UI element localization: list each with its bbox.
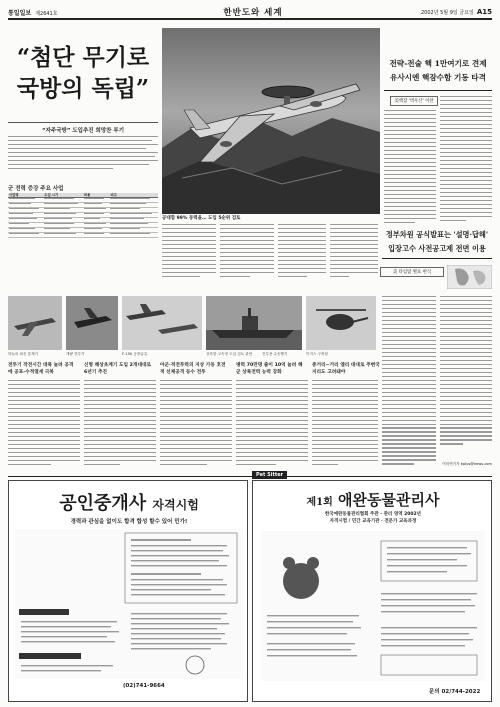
ad-left-title-main: 공인중개사: [59, 493, 147, 514]
pet-manager-exam-ad[interactable]: [252, 472, 492, 702]
lower-right-kicker: 美 타임탑 별표 현식: [380, 267, 444, 277]
aircraft-photo-1: [8, 296, 62, 350]
story-title: 아군·적전투력의 지상 가동 호전적 선제공격 등수 전투: [160, 363, 226, 375]
helicopter-photo: [306, 296, 376, 350]
story-text-1: [8, 380, 80, 468]
strip-caption: 개량 전투기: [66, 352, 85, 356]
lower-right-col-1: [382, 296, 436, 467]
fighter-jet-photo: [66, 296, 118, 350]
middle-col-3: [278, 224, 326, 280]
headline-line-1: “첨단 무기로: [16, 44, 150, 71]
ad-right-tagline-2: 자격시험 / 민간 교육기관 · 전문가 교육과정: [329, 519, 417, 524]
paper-name: 통일일보: [8, 10, 32, 17]
story-title: 병력 70만명 줄이 10억 늘려 해군 상륙전력 능력 강화: [236, 363, 303, 375]
story-title: 중거리~거리 엘리 대대로 주변국 지리도 고려돼야: [312, 363, 380, 375]
ad-right-title-main: 애완동물관리사: [338, 491, 440, 509]
warship-photo: [206, 296, 302, 350]
strip-caption: 상륙함 고속정 도입 검토 관람: [206, 352, 253, 356]
lower-right-article-title: [382, 228, 492, 256]
ad-right-phone[interactable]: 문의 02/744-2022: [429, 689, 481, 695]
masthead: [8, 8, 58, 17]
middle-col-1: [162, 224, 216, 280]
map-graphic: [447, 265, 492, 289]
lower-right-title-line-1: 정부차원 공식발표는 '설명·답해': [385, 230, 489, 239]
ad-right-tagline-1: 한국애완동물관리협회 주관 · 관리 영역 2002년: [325, 512, 421, 517]
ad-right-body-graphic: [261, 531, 485, 681]
lead-body-text: [8, 136, 158, 180]
ad-right-tag: Pet Sitter: [252, 471, 287, 479]
table-row: [8, 232, 158, 237]
strip-caption: F-15K 공중급유: [122, 352, 148, 356]
issue-date: 2002년 5월 9일 금요일: [420, 10, 474, 16]
strip-caption: 하늘의 최신 통제기: [8, 352, 39, 356]
divider: [8, 476, 492, 477]
table-col-header: 사업명: [8, 193, 43, 198]
ad-right-title: [253, 489, 493, 510]
divider: [384, 90, 492, 91]
ad-left-phone[interactable]: (02)741-9664: [123, 683, 165, 689]
right-article-title: [384, 57, 492, 85]
lower-right-col-2: [440, 296, 492, 447]
story-title: 전투기 작전시간 대폭 늘려 공격에 공포-수적열세 극복: [8, 363, 74, 375]
page-header: [8, 6, 492, 20]
right-title-line-1: 전략-전술 핵 1만여기로 견제: [389, 59, 487, 68]
issue-number: 제2641호: [35, 11, 58, 17]
fighter-refuel-photo: [122, 296, 202, 350]
divider: [8, 122, 158, 123]
strip-caption: 이지스 구축함: [306, 352, 328, 356]
lead-subhead: “자주국방” 도입추진 희망찬 루기: [41, 128, 125, 134]
middle-col-2: [220, 224, 274, 280]
date-block: [421, 8, 492, 16]
table-col-header: 비용: [83, 193, 109, 198]
weapons-table: [8, 193, 158, 238]
right-article-col-2: [440, 96, 492, 224]
right-title-line-2: 유사시엔 핵잠수함 기동 타격: [390, 73, 486, 82]
story-text-4: [236, 380, 308, 468]
middle-col-4: [330, 224, 378, 280]
lower-right-title-line-2: 입장고수 사전공고제 전면 이용: [388, 244, 486, 253]
lead-headline: [8, 42, 158, 104]
section-title: 한반도와 세계: [223, 8, 283, 18]
awacs-aircraft-photo: [162, 28, 380, 214]
realtor-exam-ad[interactable]: [8, 480, 248, 702]
story-title: 신형 해상초계기 도입 2개대대로 6년기 추진: [84, 363, 152, 375]
table-col-header: 비고: [109, 193, 158, 198]
right-article-col-1: [384, 110, 436, 226]
lower-right-byline: 이미연기자 kplus@news.com: [442, 462, 492, 466]
table-col-header: 도입 시기: [43, 193, 83, 198]
right-article-kicker: 美핵잠 '벽우산' 이란: [390, 96, 438, 106]
story-text-3: [160, 380, 232, 468]
headline-line-2: 국방의 독립”: [16, 75, 150, 102]
ad-right-title-pre: 제1회: [306, 497, 333, 508]
ad-left-body-graphic: [15, 529, 243, 679]
strip-caption: 전투용 수송헬기: [262, 352, 288, 356]
story-text-5: [312, 380, 378, 468]
table-title: 군 전력 증강 주요 사업: [8, 184, 158, 194]
main-photo-caption: 공대함 99% 동력을… 도입 5순위 검토: [162, 216, 241, 221]
story-text-2: [84, 380, 156, 468]
ad-right-tagline: [263, 511, 483, 525]
divider: [382, 258, 492, 259]
ad-left-title-sub: 자격시험: [152, 498, 199, 512]
ad-left-tagline: 경력과 관심을 없이도 합격 합성 할수 있어 민가!: [70, 519, 188, 525]
ad-left-title: [9, 489, 249, 515]
page-number: A15: [476, 8, 492, 16]
